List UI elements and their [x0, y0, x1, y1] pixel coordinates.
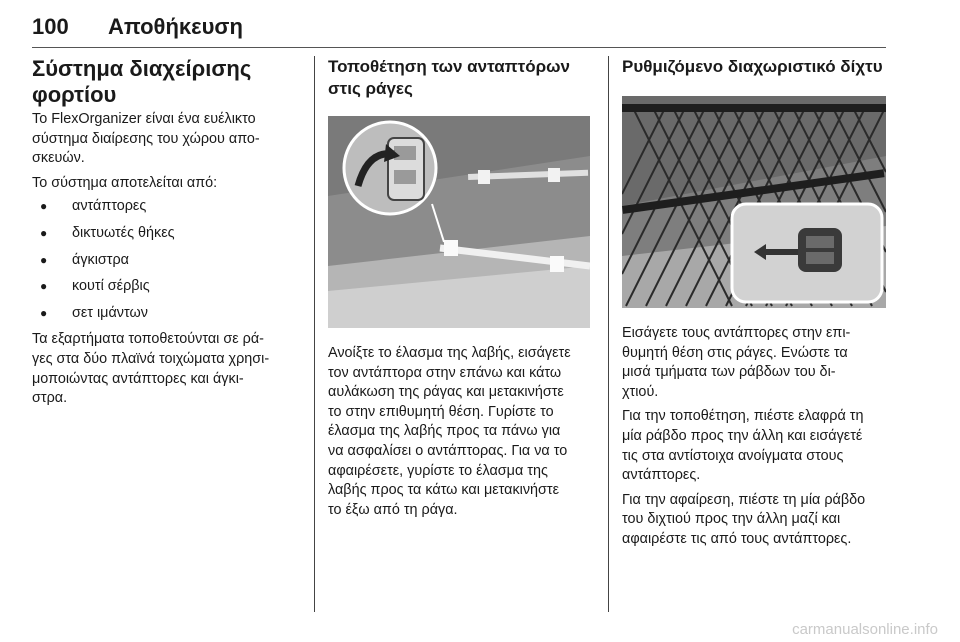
column-divider — [314, 56, 315, 612]
partition-net-illustration — [622, 96, 886, 308]
watermark: carmanualsonline.info — [792, 621, 938, 638]
column-divider — [608, 56, 609, 612]
section-heading: στις ράγες — [328, 79, 413, 98]
section-heading: Τοποθέτηση των ανταπτόρων — [328, 57, 570, 76]
body-line: του διχτιού προς την άλλη μαζί και — [622, 511, 841, 528]
section-heading: Ρυθμιζόμενο διαχωριστικό δίχτυ — [622, 57, 883, 76]
component-list — [32, 197, 304, 323]
body-line: Εισάγετε τους αντάπτορες στην επι- — [622, 325, 851, 341]
body-line: χτιού. — [622, 383, 659, 400]
body-line: Ανοίξτε το έλασμα της λαβής, εισάγετε — [328, 345, 571, 361]
body-line: λαβής προς τα κάτω και μετακινήστε — [328, 482, 560, 499]
body-line: αφαιρέστε τις από τους αντάπτορες. — [622, 530, 852, 547]
body-line: Για την αφαίρεση, πιέστε τη μία ράβδο — [622, 491, 866, 508]
body-line: αυλάκωση της ράγας και μετακινήστε — [328, 384, 564, 401]
adapter-rail-icon — [328, 116, 590, 328]
page-number: 100 — [32, 14, 69, 39]
column-partition-net — [622, 56, 890, 78]
adapter-rail-illustration — [328, 116, 590, 328]
list-item: ● δικτυωτές θήκες — [32, 224, 304, 244]
adapter-instructions — [328, 344, 594, 520]
partition-net-icon — [622, 96, 886, 308]
body-line: μισά τμήματα των ράβδων του δι- — [622, 364, 836, 381]
body-line: μία ράβδο προς την άλλη και εισάγετέ — [622, 427, 863, 444]
section-heading: Σύστημα διαχείρισης φορτίου — [32, 56, 252, 107]
body-line: να ασφαλίσει ο αντάπτορας. Για να το — [328, 442, 568, 459]
body-line: τις στα αντίστοιχα ανοίγματα στους — [622, 447, 844, 464]
intro-line: σκευών. — [32, 150, 85, 167]
list-lead: Το σύστημα αποτελείται από: — [32, 174, 218, 191]
closing-line: Τα εξαρτήματα τοποθετούνται σε ρά- — [32, 331, 264, 348]
list-item: ● άγκιστρα — [32, 251, 304, 271]
page-header — [32, 14, 886, 48]
list-item: ● σετ ιμάντων — [32, 304, 304, 324]
column-adapter-install — [328, 56, 594, 100]
body-line: αφαιρέσετε, γυρίστε το έλασμα της — [328, 462, 548, 479]
body-line: τον αντάπτορα στην επάνω και κάτω — [328, 364, 562, 381]
column-cargo-system — [32, 56, 304, 409]
closing-line: γες στα δύο πλαϊνά τοιχώματα χρησι- — [32, 350, 270, 367]
closing-line: μοποιώντας αντάπτορες και άγκι- — [32, 370, 244, 387]
body-line: έλασμα της λαβής προς τα πάνω για — [328, 423, 561, 440]
body-line: το έξω από τη ράγα. — [328, 501, 458, 518]
intro-line: σύστημα διαίρεσης του χώρου απο- — [32, 130, 260, 147]
body-line: αντάπτορες. — [622, 467, 701, 484]
body-line: το στην επιθυμητή θέση. Γυρίστε το — [328, 403, 554, 420]
body-line: θυμητή θέση στις ράγες. Ενώστε τα — [622, 344, 848, 361]
list-item: ● αντάπτορες — [32, 197, 304, 217]
body-line: Για την τοποθέτηση, πιέστε ελαφρά τη — [622, 408, 864, 425]
net-instructions — [622, 324, 890, 550]
header-rule — [32, 47, 886, 48]
intro-line: Το FlexOrganizer είναι ένα ευέλικτο — [32, 111, 256, 127]
list-item: ● κουτί σέρβις — [32, 277, 304, 297]
closing-line: στρα. — [32, 390, 68, 407]
page-title: Αποθήκευση — [108, 14, 243, 39]
